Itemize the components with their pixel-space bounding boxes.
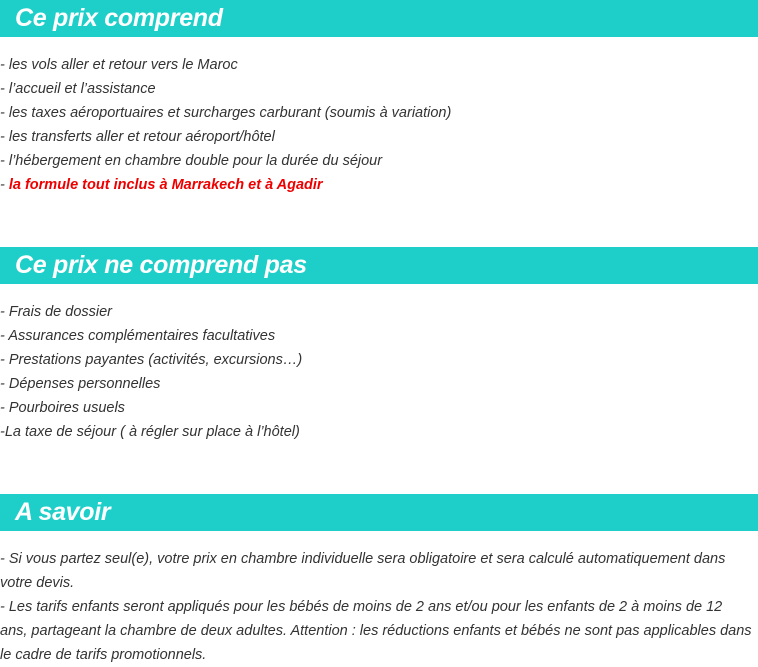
- section-header-included: [0, 0, 758, 37]
- list-item: - les vols aller et retour vers le Maroc: [0, 57, 238, 73]
- not-included-list: [0, 300, 302, 444]
- list-item: - Prestations payantes (activités, excursions…): [0, 352, 303, 368]
- section-included: [0, 0, 758, 193]
- list-item: -La taxe de séjour ( à régler sur place à l’hôtel): [0, 424, 300, 440]
- list-item: - Assurances complémentaires facultatives: [0, 328, 276, 344]
- list-item: - les taxes aéroportuaires et surcharges carburant (soumis à variation): [0, 105, 452, 121]
- list-item-highlight: [0, 173, 451, 197]
- list-item-prefix: -: [0, 177, 9, 193]
- included-list: [0, 53, 451, 197]
- list-item: - Frais de dossier: [0, 304, 113, 320]
- good-to-know-body: [0, 547, 758, 667]
- section-title: A savoir: [15, 498, 111, 526]
- list-item: - l’hébergement en chambre double pour la durée du séjour: [0, 153, 383, 169]
- section-title: Ce prix ne comprend pas: [15, 251, 307, 279]
- all-inclusive-highlight: la formule tout inclus à Marrakech et à Agadir: [8, 177, 323, 193]
- info-paragraph: - Si vous partez seul(e), votre prix en chambre individuelle sera obligatoire et sera calculé automatiquement dans votre devis.: [0, 551, 726, 591]
- list-item: - l’accueil et l’assistance: [0, 81, 156, 97]
- list-item: - les transferts aller et retour aéroport/hôtel: [0, 129, 275, 145]
- section-not-included: [0, 247, 758, 440]
- section-header-good-to-know: [0, 494, 758, 531]
- info-paragraph: - Les tarifs enfants seront appliqués pour les bébés de moins de 2 ans et/ou pour les enfants de 2 à moins de 12 ans, partageant la chambre de deux adultes. Attention : les réductions enfants et bébés ne sont pas applicables dans le cadre de tarifs promotionnels.: [0, 599, 752, 663]
- list-item: - Pourboires usuels: [0, 400, 125, 416]
- section-header-not-included: [0, 247, 758, 284]
- section-title: Ce prix comprend: [15, 4, 223, 32]
- section-good-to-know: [0, 494, 758, 663]
- list-item: - Dépenses personnelles: [0, 376, 161, 392]
